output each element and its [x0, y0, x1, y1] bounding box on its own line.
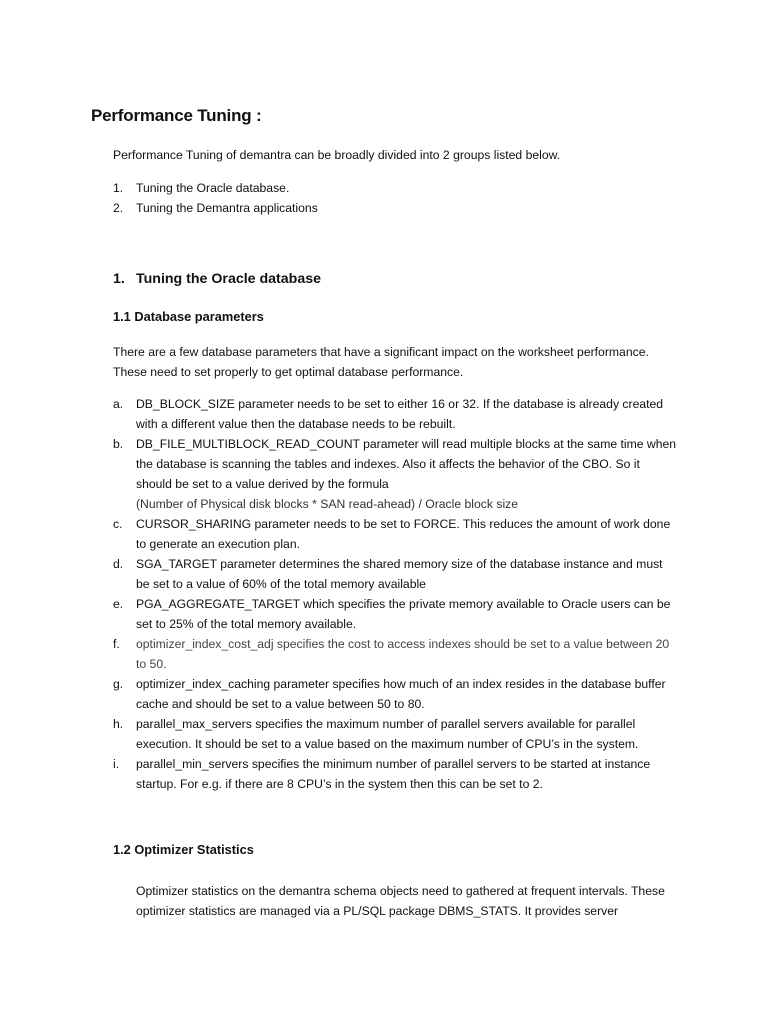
list-item-text: PGA_AGGREGATE_TARGET which specifies the private memory available to Oracle users can be set to 25% of the total memory available.: [136, 597, 671, 631]
subsection-heading: 1.2 Optimizer Statistics: [113, 842, 254, 857]
list-number: 2.: [113, 201, 124, 215]
list-marker: d.: [113, 557, 124, 571]
list-item-text: optimizer_index_cost_adj specifies the cost to access indexes should be set to a value between 20 to 50.: [136, 637, 670, 671]
list-item-text: parallel_min_servers specifies the minimum number of parallel servers to be started at instance startup. For e.g. if there are 8 CPU’s in the system then this can be set to 2.: [136, 757, 651, 791]
list-item: [113, 594, 678, 634]
formula-text: (Number of Physical disk blocks * SAN read-ahead) / Oracle block size: [136, 497, 519, 511]
list-item: [113, 714, 678, 754]
list-item: [113, 394, 678, 434]
section-heading: [113, 271, 321, 287]
parameter-list: [113, 394, 678, 794]
list-item: [113, 198, 318, 218]
groups-list: [113, 178, 318, 218]
list-item-text: optimizer_index_caching parameter specifies how much of an index resides in the database buffer cache and should be set to a value between 50 to 80.: [136, 677, 666, 711]
list-marker: b.: [113, 437, 124, 451]
list-item-text: parallel_max_servers specifies the maximum number of parallel servers available for parallel execution. It should be set to a value based on the maximum number of CPU’s in the system.: [136, 717, 639, 751]
list-item: [113, 514, 678, 554]
list-item-text: DB_BLOCK_SIZE parameter needs to be set to either 16 or 32. If the database is already created with a different value then the database needs to be rebuilt.: [136, 397, 664, 431]
list-item: [113, 434, 678, 514]
list-item: [113, 554, 678, 594]
list-item-text: DB_FILE_MULTIBLOCK_READ_COUNT parameter will read multiple blocks at the same time when the database is scanning the tables and indexes. Also it affects the behavior of the CBO. So it should be set to a value derived by the formula: [136, 437, 677, 491]
list-item-text: SGA_TARGET parameter determines the shared memory size of the database instance and must be set to a value of 60% of the total memory available: [136, 557, 663, 591]
list-item: [113, 178, 318, 198]
list-number: 1.: [113, 181, 124, 195]
list-marker: g.: [113, 677, 124, 691]
subsection-paragraph: Optimizer statistics on the demantra schema objects need to gathered at frequent intervals. These optimizer statistics are managed via a PL/SQL package DBMS_STATS. It provides server: [136, 884, 665, 918]
section-number: 1.: [113, 271, 125, 287]
list-marker: h.: [113, 717, 124, 731]
intro-paragraph: Performance Tuning of demantra can be broadly divided into 2 groups listed below.: [113, 148, 561, 162]
subsection-heading: 1.1 Database parameters: [113, 309, 264, 324]
list-marker: f.: [113, 637, 120, 651]
section-title: Tuning the Oracle database: [136, 271, 322, 287]
list-item: [113, 674, 678, 714]
page-title: Performance Tuning :: [91, 106, 262, 125]
list-item-body: [136, 434, 678, 514]
list-marker: c.: [113, 517, 123, 531]
list-item-text: CURSOR_SHARING parameter needs to be set to FORCE. This reduces the amount of work done to generate an execution plan.: [136, 517, 671, 551]
list-marker: e.: [113, 597, 124, 611]
list-item-label: Tuning the Oracle database.: [136, 181, 290, 195]
list-item: [113, 754, 678, 794]
list-item-label: Tuning the Demantra applications: [136, 201, 318, 215]
list-marker: i.: [113, 757, 120, 771]
list-item: [113, 634, 678, 674]
list-marker: a.: [113, 397, 124, 411]
subsection-intro: There are a few database parameters that have a significant impact on the worksheet performance. These need to set properly to get optimal database performance.: [113, 345, 649, 379]
